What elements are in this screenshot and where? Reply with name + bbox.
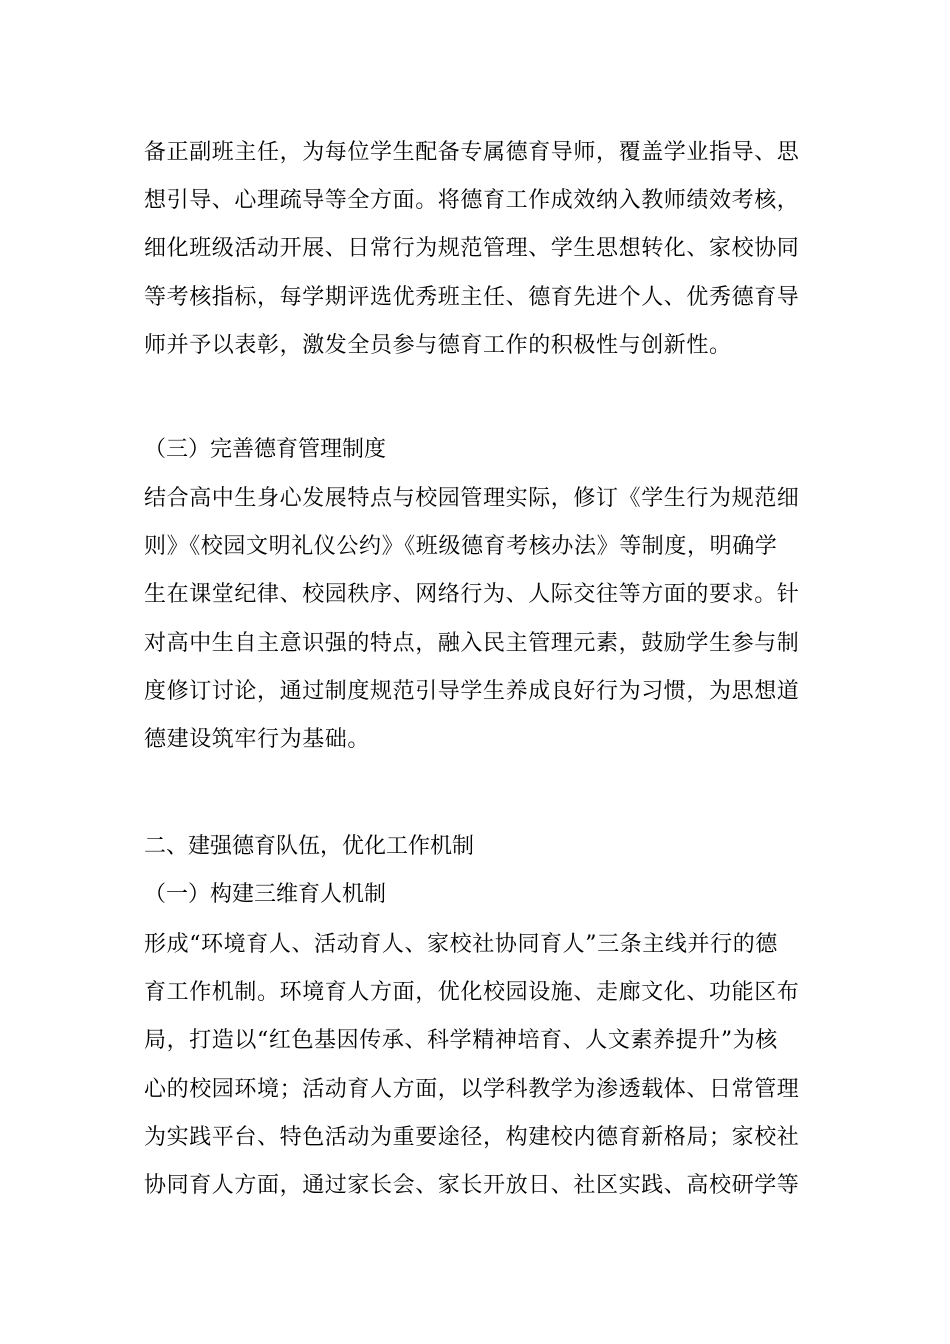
- paragraph-3-line-2: 育工作机制。环境育人方面，优化校园设施、走廊文化、功能区布: [144, 980, 800, 1005]
- paragraph-1-line-2: 想引导、心理疏导等全方面。将德育工作成效纳入教师绩效考核，: [144, 188, 800, 213]
- paragraph-3-line-5: 为实践平台、特色活动为重要途径，构建校内德育新格局；家校社: [144, 1125, 800, 1150]
- paragraph-1-line-3: 细化班级活动开展、日常行为规范管理、学生思想转化、家校协同: [144, 236, 800, 261]
- paragraph-3-line-1: 形成“环境育人、活动育人、家校社协同育人”三条主线并行的德: [144, 932, 778, 957]
- paragraph-2-line-4: 对高中生自主意识强的特点，融入民主管理元素，鼓励学生参与制: [144, 631, 800, 656]
- section-2-title: 二、建强德育队伍，优化工作机制: [144, 834, 475, 859]
- paragraph-3-line-6: 协同育人方面，通过家长会、家长开放日、社区实践、高校研学等: [144, 1173, 800, 1198]
- paragraph-2-line-6: 德建设筑牢行为基础。: [144, 727, 371, 752]
- paragraph-1-line-5: 师并予以表彰，激发全员参与德育工作的积极性与创新性。: [144, 333, 732, 358]
- paragraph-1-line-1: 备正副班主任，为每位学生配备专属德育导师，覆盖学业指导、思: [144, 140, 800, 165]
- paragraph-2-line-5: 度修订讨论，通过制度规范引导学生养成良好行为习惯，为思想道: [144, 679, 800, 704]
- paragraph-3-line-3: 局，打造以“红色基因传承、科学精神培育、人文素养提升”为核: [144, 1028, 778, 1053]
- paragraph-2-line-2: 则》《校园文明礼仪公约》《班级德育考核办法》等制度，明确学: [144, 534, 778, 559]
- subsection-heading-3: （三）完善德育管理制度: [144, 437, 387, 462]
- paragraph-1-line-4: 等考核指标，每学期评选优秀班主任、德育先进个人、优秀德育导: [144, 285, 800, 310]
- paragraph-2-line-3: 生在课堂纪律、校园秩序、网络行为、人际交往等方面的要求。针: [144, 582, 800, 607]
- paragraph-3-line-4: 心的校园环境；活动育人方面，以学科教学为渗透载体、日常管理: [144, 1077, 800, 1102]
- subsection-heading-1: （一）构建三维育人机制: [144, 882, 387, 907]
- paragraph-2-line-1: 结合高中生身心发展特点与校园管理实际，修订《学生行为规范细: [144, 486, 800, 511]
